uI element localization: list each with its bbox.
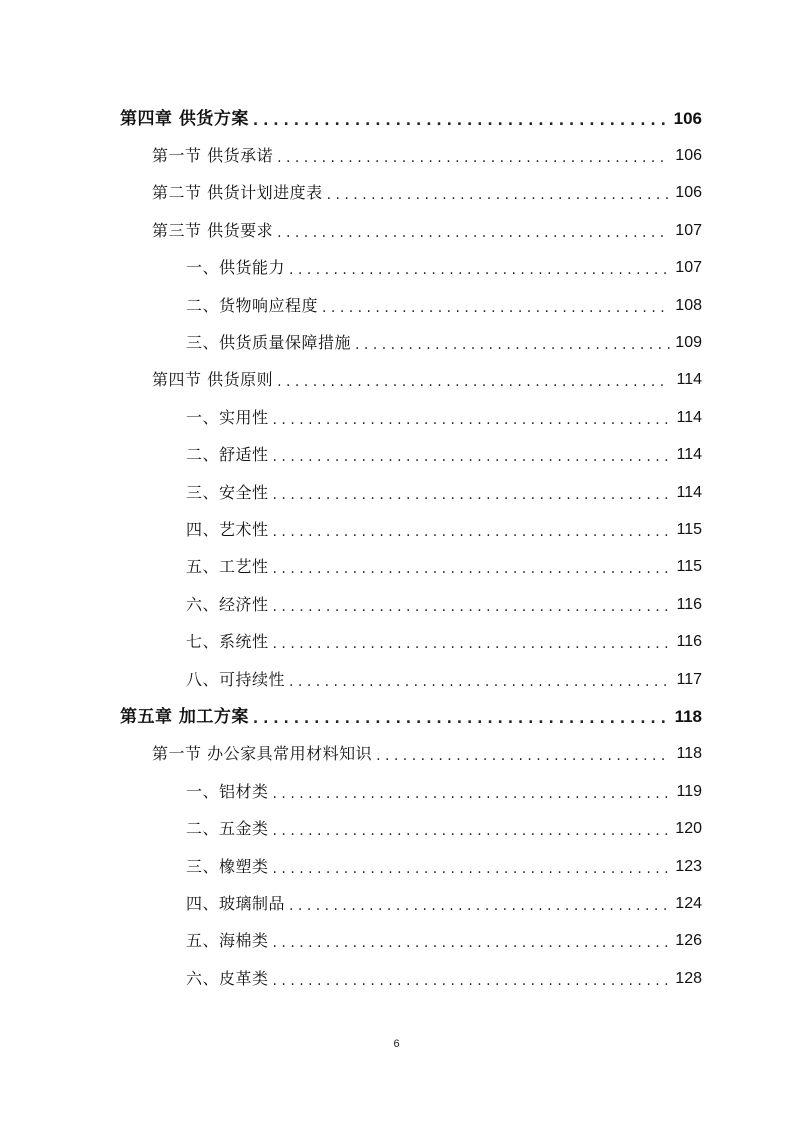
- toc-entry-title: 一、铝材类: [186, 781, 269, 801]
- toc-entry-section[interactable]: [0, 362, 793, 399]
- toc-entry-title: 七、系统性: [186, 632, 269, 652]
- toc-entry-item[interactable]: [0, 923, 793, 960]
- toc-entry-title: 第一节 供货承诺: [152, 146, 274, 166]
- toc-entry-section[interactable]: [0, 736, 793, 773]
- page-number: 6: [393, 1038, 400, 1050]
- toc-entry-page: 107: [675, 221, 702, 239]
- toc-entry-title: 三、安全性: [186, 482, 269, 502]
- toc-dot-leader: [273, 597, 670, 617]
- toc-entry-item[interactable]: [0, 511, 793, 548]
- toc-entry-section[interactable]: [0, 175, 793, 212]
- toc-entry-page: 119: [676, 782, 702, 800]
- toc-entry-item[interactable]: [0, 437, 793, 474]
- toc-dot-leader: [273, 447, 670, 467]
- toc-entry-page: 106: [675, 184, 702, 202]
- toc-dot-leader: [273, 559, 670, 579]
- toc-entry-title: 四、玻璃制品: [186, 893, 286, 913]
- toc-entry-title: 五、工艺性: [186, 557, 269, 577]
- toc-entry-page: 118: [674, 706, 702, 726]
- toc-entry-page: 106: [675, 147, 702, 165]
- toc-entry-chapter-4[interactable]: [0, 100, 793, 137]
- table-of-contents: [0, 100, 793, 997]
- toc-entry-item[interactable]: [0, 250, 793, 287]
- toc-entry-item[interactable]: [0, 848, 793, 885]
- toc-dot-leader: [253, 111, 670, 131]
- toc-dot-leader: [376, 746, 670, 766]
- toc-entry-page: 118: [676, 745, 702, 763]
- toc-entry-title: 第四节 供货原则: [152, 370, 274, 390]
- toc-entry-title: 第四章 供货方案: [120, 108, 249, 129]
- toc-dot-leader: [289, 896, 670, 916]
- toc-dot-leader: [253, 709, 670, 729]
- toc-dot-leader: [277, 148, 670, 168]
- toc-entry-item[interactable]: [0, 549, 793, 586]
- toc-entry-item[interactable]: [0, 287, 793, 324]
- toc-entry-title: 二、货物响应程度: [186, 295, 319, 315]
- toc-entry-section[interactable]: [0, 212, 793, 249]
- toc-entry-title: 二、舒适性: [186, 445, 269, 465]
- toc-entry-item[interactable]: [0, 810, 793, 847]
- toc-entry-title: 六、经济性: [186, 594, 269, 614]
- toc-entry-page: 124: [675, 894, 702, 912]
- toc-dot-leader: [273, 933, 670, 953]
- toc-entry-page: 114: [676, 483, 702, 501]
- toc-entry-title: 第一节 办公家具常用材料知识: [152, 744, 373, 764]
- toc-dot-leader: [289, 260, 670, 280]
- toc-entry-title: 一、实用性: [186, 407, 269, 427]
- toc-entry-page: 107: [675, 259, 702, 277]
- toc-entry-page: 114: [676, 371, 702, 389]
- toc-entry-page: 114: [676, 408, 702, 426]
- toc-entry-item[interactable]: [0, 623, 793, 660]
- toc-dot-leader: [289, 672, 670, 692]
- toc-entry-item[interactable]: [0, 773, 793, 810]
- toc-dot-leader: [273, 522, 670, 542]
- toc-entry-page: 114: [676, 446, 702, 464]
- toc-dot-leader: [273, 971, 670, 991]
- toc-entry-title: 二、五金类: [186, 819, 269, 839]
- toc-entry-title: 第三节 供货要求: [152, 220, 274, 240]
- toc-entry-item[interactable]: [0, 661, 793, 698]
- toc-dot-leader: [327, 185, 670, 205]
- toc-entry-title: 四、艺术性: [186, 519, 269, 539]
- toc-entry-page: 126: [675, 932, 702, 950]
- toc-entry-title: 第五章 加工方案: [120, 706, 249, 727]
- toc-entry-title: 三、供货质量保障措施: [186, 333, 352, 353]
- toc-dot-leader: [277, 372, 670, 392]
- toc-dot-leader: [355, 335, 670, 355]
- toc-entry-page: 120: [675, 820, 702, 838]
- toc-entry-item[interactable]: [0, 885, 793, 922]
- toc-entry-title: 三、橡塑类: [186, 856, 269, 876]
- toc-entry-page: 109: [675, 334, 702, 352]
- toc-entry-item[interactable]: [0, 399, 793, 436]
- toc-dot-leader: [322, 298, 670, 318]
- toc-dot-leader: [273, 784, 670, 804]
- toc-entry-title: 六、皮革类: [186, 968, 269, 988]
- toc-entry-section[interactable]: [0, 137, 793, 174]
- toc-entry-title: 第二节 供货计划进度表: [152, 183, 323, 203]
- toc-dot-leader: [273, 410, 670, 430]
- toc-entry-page: 116: [676, 595, 702, 613]
- toc-entry-chapter-5[interactable]: [0, 698, 793, 735]
- toc-entry-page: 106: [673, 108, 702, 128]
- toc-dot-leader: [273, 634, 670, 654]
- toc-entry-item[interactable]: [0, 586, 793, 623]
- toc-entry-page: 117: [676, 670, 702, 688]
- toc-dot-leader: [273, 859, 670, 879]
- toc-dot-leader: [277, 223, 670, 243]
- toc-entry-title: 五、海棉类: [186, 931, 269, 951]
- toc-entry-title: 八、可持续性: [186, 669, 286, 689]
- toc-entry-item[interactable]: [0, 474, 793, 511]
- toc-entry-page: 115: [676, 558, 702, 576]
- toc-dot-leader: [273, 485, 670, 505]
- toc-entry-item[interactable]: [0, 960, 793, 997]
- toc-entry-page: 116: [676, 633, 702, 651]
- toc-entry-page: 108: [675, 296, 702, 314]
- toc-entry-page: 123: [675, 857, 702, 875]
- toc-entry-title: 一、供货能力: [186, 258, 286, 278]
- toc-entry-page: 115: [676, 520, 702, 538]
- toc-entry-page: 128: [675, 969, 702, 987]
- toc-dot-leader: [273, 821, 670, 841]
- toc-entry-item[interactable]: [0, 324, 793, 361]
